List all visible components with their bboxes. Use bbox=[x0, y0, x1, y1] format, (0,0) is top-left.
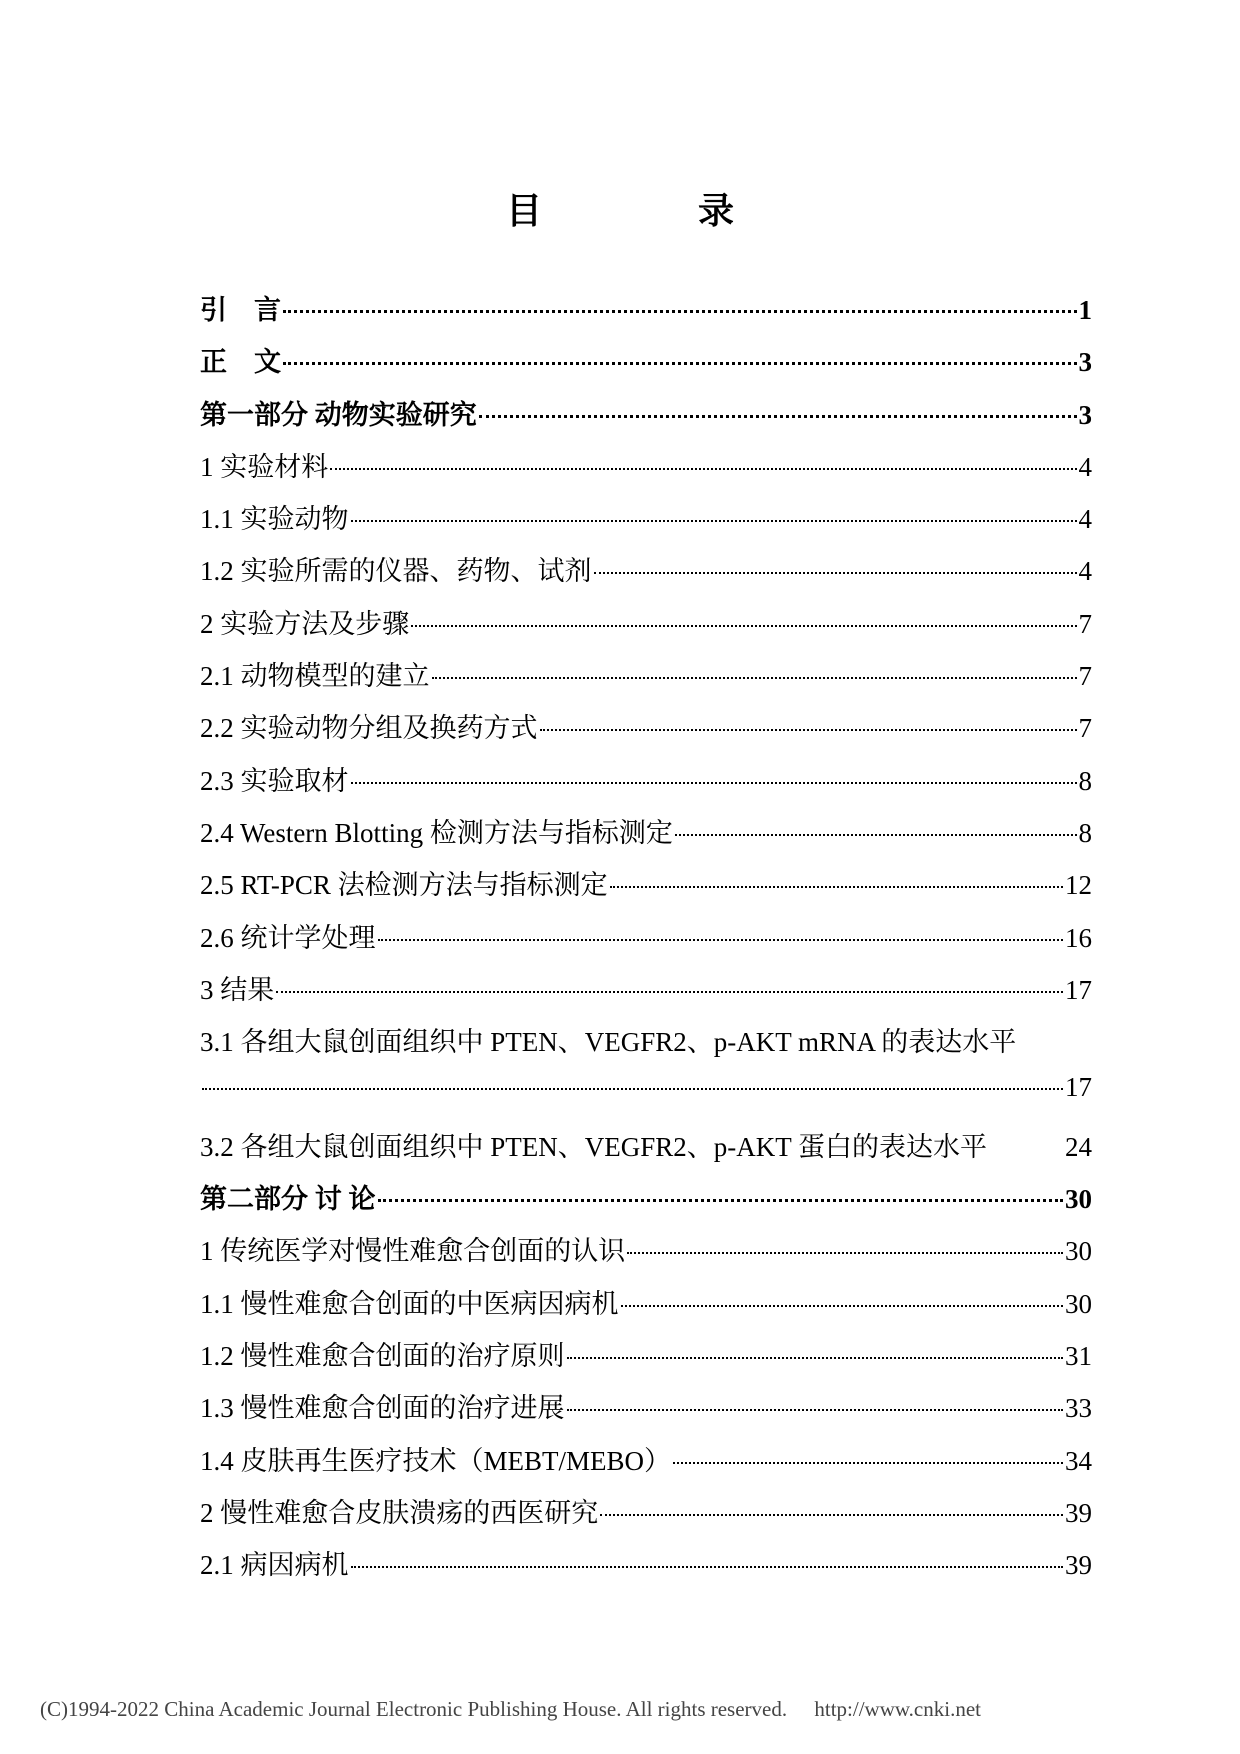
toc-page-number: 12 bbox=[1065, 870, 1092, 901]
toc-entry[interactable] bbox=[200, 1386, 1092, 1438]
toc-dot-leader bbox=[283, 362, 1077, 365]
toc-page-number: 30 bbox=[1065, 1184, 1092, 1215]
toc-entry[interactable] bbox=[200, 393, 1092, 445]
toc-entry-label: 1.1 慢性难愈合创面的中医病因病机 bbox=[200, 1288, 619, 1319]
toc-dot-leader bbox=[600, 1514, 1063, 1516]
toc-entry[interactable] bbox=[200, 1334, 1092, 1386]
toc-page-number: 7 bbox=[1078, 713, 1092, 744]
toc-dot-leader bbox=[351, 520, 1077, 522]
toc-dot-leader bbox=[202, 1088, 1063, 1090]
toc-page-number: 34 bbox=[1065, 1445, 1092, 1476]
toc-page-number: 3 bbox=[1078, 347, 1092, 378]
toc-entry[interactable] bbox=[200, 602, 1092, 654]
toc-dot-leader bbox=[378, 939, 1064, 941]
toc-entry[interactable] bbox=[200, 445, 1092, 497]
toc-entry-label: 引 言 bbox=[200, 295, 281, 325]
toc-entry[interactable] bbox=[200, 706, 1092, 758]
toc-page-number: 24 bbox=[1065, 1131, 1092, 1162]
toc-dot-leader bbox=[479, 415, 1077, 418]
page-title: 目 录 bbox=[505, 191, 794, 232]
toc-page-number: 7 bbox=[1078, 661, 1092, 692]
toc-entry[interactable] bbox=[200, 340, 1092, 392]
toc-dot-leader bbox=[351, 1566, 1064, 1568]
toc-dot-leader bbox=[567, 1357, 1064, 1359]
toc-entry[interactable] bbox=[200, 1125, 1092, 1177]
toc-entry-label: 1.2 慢性难愈合创面的治疗原则 bbox=[200, 1340, 565, 1371]
toc-entry-label: 3 结果 bbox=[200, 974, 275, 1005]
toc-page-number: 7 bbox=[1078, 608, 1092, 639]
toc-entry[interactable] bbox=[200, 811, 1092, 863]
toc-page-number: 30 bbox=[1065, 1236, 1092, 1267]
toc-page-number: 4 bbox=[1078, 504, 1092, 535]
toc-page-number: 39 bbox=[1065, 1497, 1092, 1528]
toc-entry-label: 3.1 各组大鼠创面组织中 PTEN、VEGFR2、p-AKT mRNA 的表达水平 bbox=[200, 1027, 1017, 1058]
toc-page-number: 16 bbox=[1065, 922, 1092, 953]
toc-entry-label: 2 慢性难愈合皮肤溃疡的西医研究 bbox=[200, 1497, 599, 1528]
copyright-text: (C)1994-2022 China Academic Journal Electronic Publishing House. All rights reserved. bbox=[40, 1697, 788, 1721]
toc-entry[interactable] bbox=[200, 1072, 1092, 1124]
toc-entry-label: 1.2 实验所需的仪器、药物、试剂 bbox=[200, 556, 592, 587]
toc-entry-label: 正 文 bbox=[200, 347, 281, 378]
toc-page-number: 33 bbox=[1065, 1393, 1092, 1424]
toc-entry[interactable] bbox=[200, 1282, 1092, 1334]
toc-page-number: 39 bbox=[1065, 1550, 1092, 1581]
toc-entry-label: 第一部分 动物实验研究 bbox=[200, 399, 477, 430]
table-of-contents bbox=[200, 288, 1092, 1595]
toc-entry[interactable] bbox=[200, 549, 1092, 601]
toc-entry[interactable] bbox=[200, 759, 1092, 811]
toc-page-number: 8 bbox=[1078, 817, 1092, 848]
toc-entry-label: 1.1 实验动物 bbox=[200, 504, 349, 535]
toc-entry-label: 2.3 实验取材 bbox=[200, 765, 349, 796]
toc-entry[interactable] bbox=[200, 654, 1092, 706]
toc-page-number: 8 bbox=[1078, 765, 1092, 796]
toc-entry[interactable] bbox=[200, 1491, 1092, 1543]
toc-dot-leader bbox=[675, 834, 1077, 836]
toc-entry-label: 2.5 RT-PCR 法检测方法与指标测定 bbox=[200, 870, 608, 901]
toc-page-number: 30 bbox=[1065, 1288, 1092, 1319]
toc-page-number: 31 bbox=[1065, 1340, 1092, 1371]
toc-page-number: 4 bbox=[1078, 451, 1092, 482]
toc-dot-leader bbox=[627, 1252, 1063, 1254]
toc-entry-label: 2.2 实验动物分组及换药方式 bbox=[200, 713, 538, 744]
toc-entry-label: 2.6 统计学处理 bbox=[200, 922, 376, 953]
toc-dot-leader bbox=[432, 677, 1077, 679]
toc-page-number: 1 bbox=[1078, 295, 1092, 325]
toc-page-number: 4 bbox=[1078, 556, 1092, 587]
toc-entry[interactable] bbox=[200, 968, 1092, 1020]
toc-dot-leader bbox=[621, 1305, 1064, 1307]
toc-dot-leader bbox=[594, 572, 1077, 574]
toc-entry[interactable] bbox=[200, 288, 1092, 340]
toc-entry[interactable] bbox=[200, 497, 1092, 549]
toc-entry-label: 1.4 皮肤再生医疗技术（MEBT/MEBO） bbox=[200, 1445, 672, 1476]
toc-entry-label: 2.4 Western Blotting 检测方法与指标测定 bbox=[200, 817, 673, 848]
toc-dot-leader bbox=[567, 1409, 1064, 1411]
toc-entry[interactable] bbox=[200, 1229, 1092, 1281]
toc-dot-leader bbox=[378, 1199, 1064, 1202]
toc-entry[interactable] bbox=[200, 1177, 1092, 1229]
toc-entry-label: 1 实验材料 bbox=[200, 451, 329, 482]
toc-dot-leader bbox=[540, 729, 1077, 731]
toc-dot-leader bbox=[330, 468, 1076, 470]
toc-dot-leader bbox=[673, 1462, 1063, 1464]
toc-dot-leader bbox=[610, 886, 1063, 888]
toc-dot-leader bbox=[283, 310, 1077, 313]
footer-url: http://www.cnki.net bbox=[814, 1697, 981, 1721]
toc-entry-label: 2.1 病因病机 bbox=[200, 1550, 349, 1581]
toc-page-number: 17 bbox=[1065, 1072, 1092, 1103]
toc-entry-label: 2.1 动物模型的建立 bbox=[200, 661, 430, 692]
copyright-footer bbox=[40, 1697, 981, 1722]
toc-entry-label: 1 传统医学对慢性难愈合创面的认识 bbox=[200, 1236, 626, 1267]
toc-dot-leader bbox=[411, 625, 1076, 627]
toc-entry-label: 1.3 慢性难愈合创面的治疗进展 bbox=[200, 1393, 565, 1424]
toc-entry-label: 3.2 各组大鼠创面组织中 PTEN、VEGFR2、p-AKT 蛋白的表达水平 bbox=[200, 1131, 988, 1162]
toc-page-number: 3 bbox=[1078, 399, 1092, 430]
toc-page-number: 17 bbox=[1065, 974, 1092, 1005]
toc-entry-label: 第二部分 讨 论 bbox=[200, 1184, 376, 1215]
toc-entry-label: 2 实验方法及步骤 bbox=[200, 608, 410, 639]
toc-entry[interactable] bbox=[200, 1020, 1092, 1072]
toc-entry[interactable] bbox=[200, 1439, 1092, 1491]
toc-entry[interactable] bbox=[200, 916, 1092, 968]
toc-entry[interactable] bbox=[200, 1543, 1092, 1595]
toc-dot-leader bbox=[351, 782, 1077, 784]
toc-dot-leader bbox=[276, 991, 1063, 993]
toc-entry[interactable] bbox=[200, 863, 1092, 915]
